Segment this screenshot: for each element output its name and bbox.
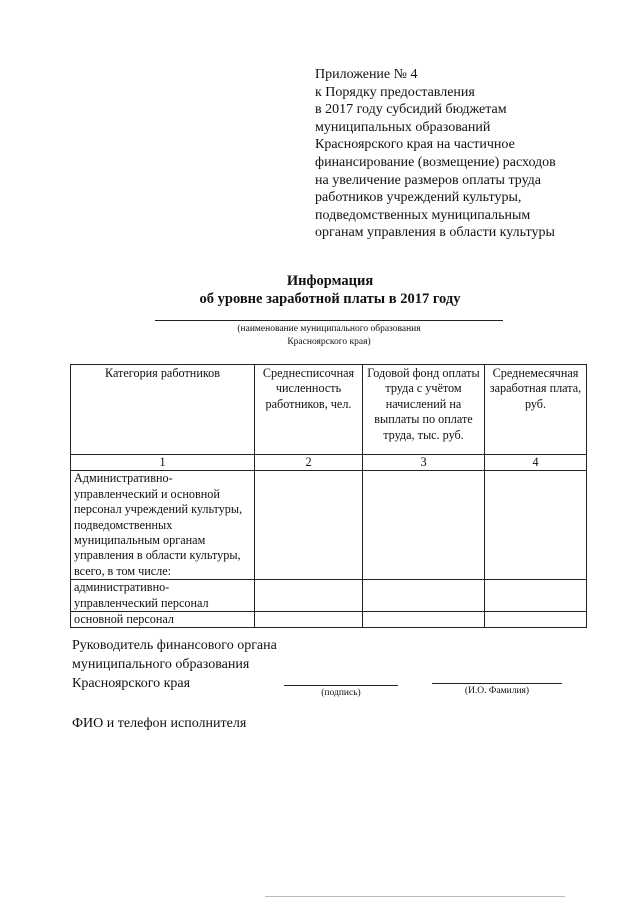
headcount-cell[interactable] (255, 612, 363, 628)
municipality-caption-line-2: Красноярского края) (287, 336, 371, 347)
appendix-header (315, 66, 615, 242)
column-number: 3 (363, 455, 485, 471)
salary-cell[interactable] (485, 471, 587, 580)
header-category: Категория работников (71, 365, 255, 455)
table-row (71, 471, 587, 580)
salary-cell[interactable] (485, 580, 587, 612)
headcount-cell[interactable] (255, 580, 363, 612)
appendix-line: Красноярского края на частичное (315, 137, 515, 153)
appendix-line: Приложение № 4 (315, 67, 418, 82)
table-header-row (71, 365, 587, 455)
category-cell: основной персонал (71, 612, 255, 628)
signatory-line: муниципального образования (72, 657, 250, 672)
column-number: 1 (71, 455, 255, 471)
appendix-line: к Порядку предоставления (315, 84, 475, 100)
title-line-1: Информация (286, 273, 374, 289)
municipality-caption-line-1: (наименование муниципального образования (237, 324, 421, 334)
executor-label: ФИО и телефон исполнителя (72, 716, 247, 731)
appendix-line: органам управления в области культуры (315, 225, 555, 241)
category-cell: Административно-управленческий и основной персонал учреждений культуры, подведомственных муниципальным органам управления в области культуры, всего, в том числе: (71, 471, 255, 580)
title-line-2: об уровне заработной платы в 2017 году (199, 291, 461, 307)
scan-edge-divider (265, 896, 565, 897)
signatory-line: Красноярского края (72, 676, 191, 691)
appendix-line: подведомственных муниципальным (315, 207, 531, 223)
appendix-line: работников учреждений культуры, (315, 190, 522, 206)
municipality-name-line (155, 320, 503, 321)
appendix-line: муниципальных образований (315, 119, 491, 135)
signature-line[interactable] (284, 685, 398, 686)
name-caption: (И.О. Фамилия) (464, 686, 530, 696)
column-number-row (71, 455, 587, 471)
category-cell: административно-управленческий персонал (71, 580, 255, 612)
signature-caption: (подпись) (321, 688, 361, 698)
municipality-caption (155, 323, 503, 348)
fund-cell[interactable] (363, 580, 485, 612)
headcount-cell[interactable] (255, 471, 363, 580)
appendix-line: на увеличение размеров оплаты труда (315, 172, 542, 188)
document-title (160, 272, 500, 308)
salary-info-table (70, 364, 587, 628)
table-row (71, 612, 587, 628)
header-annual-fund: Годовой фонд оплаты труда с учётом начислений на выплаты по оплате труда, тыс. руб. (363, 365, 485, 455)
fund-cell[interactable] (363, 471, 485, 580)
table-row (71, 580, 587, 612)
appendix-line: в 2017 году субсидий бюджетам (315, 102, 507, 118)
fund-cell[interactable] (363, 612, 485, 628)
column-number: 2 (255, 455, 363, 471)
column-number: 4 (485, 455, 587, 471)
name-line[interactable] (432, 683, 562, 684)
header-headcount: Среднесписочная численность работников, чел. (255, 365, 363, 455)
appendix-line: финансирование (возмещение) расходов (315, 154, 556, 170)
header-monthly-salary: Среднемесячная заработная плата, руб. (485, 365, 587, 455)
salary-cell[interactable] (485, 612, 587, 628)
signatory-block (72, 636, 277, 693)
signatory-line: Руководитель финансового органа (72, 638, 277, 653)
